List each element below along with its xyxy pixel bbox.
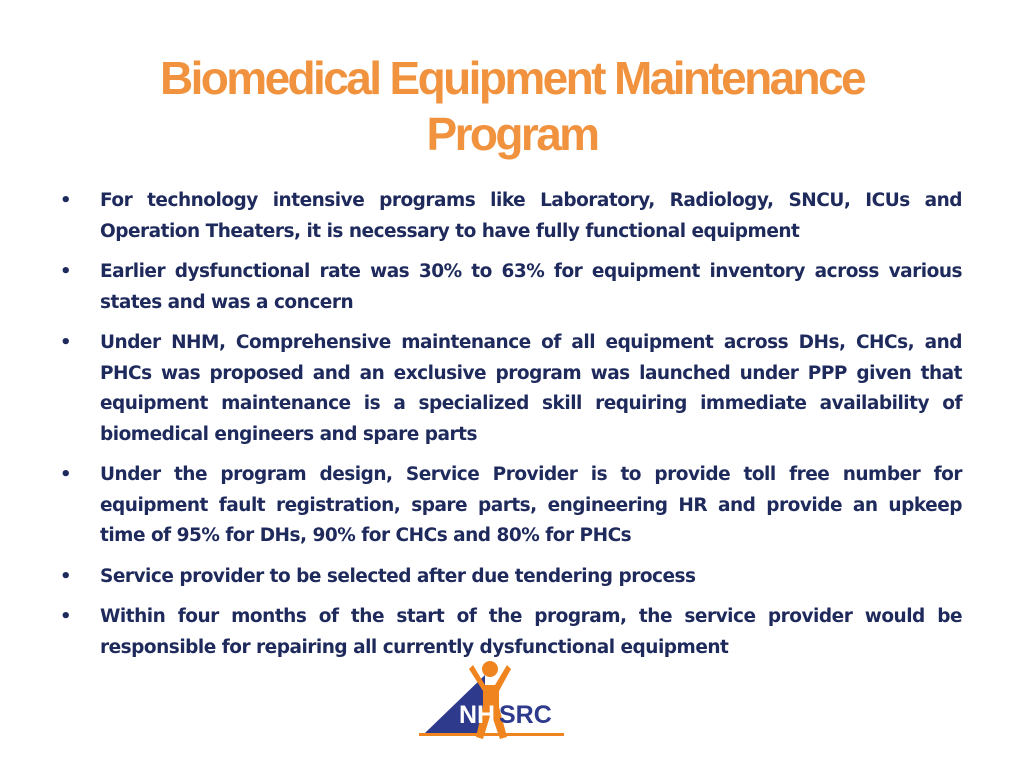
bullet-text: Earlier dysfunctional rate was 30% to 63% for equipment inventory across various states and was a concern [100, 261, 962, 313]
bullet-item [60, 602, 962, 663]
bullet-dot-icon: • [60, 261, 72, 282]
bullet-text: Service provider to be selected after due tendering process [100, 565, 696, 587]
bullet-text: Under NHM, Comprehensive maintenance of all equipment across DHs, CHCs, and PHCs was proposed and an exclusive program was launched under PPP given that equipment maintenance is a specialized skill requiring immediate availability of biomedical engineers and spare parts [100, 332, 962, 445]
slide-title-line-1: Biomedical Equipment Maintenance [159, 52, 865, 104]
bullet-item [60, 460, 962, 552]
bullet-item [60, 257, 962, 318]
slide-title-line-2: Program [426, 108, 598, 160]
bullet-dot-icon: • [60, 332, 72, 353]
slide-title [0, 50, 1024, 162]
bullet-text: For technology intensive programs like Laboratory, Radiology, SNCU, ICUs and Operation Theaters, it is necessary to have fully functional equipment [100, 190, 962, 242]
bullet-text: Within four months of the start of the program, the service provider would be responsible for repairing all currently dysfunctional equipment [100, 606, 962, 658]
bullet-dot-icon: • [60, 606, 72, 627]
logo-text-src: SRC [499, 701, 552, 729]
bullet-text: Under the program design, Service Provider is to provide toll free number for equipment fault registration, spare parts, engineering HR and provide an upkeep time of 95% for DHs, 90% for CHCs and 80% for PHCs [100, 464, 962, 546]
bullet-item [60, 328, 962, 450]
bullet-dot-icon: • [60, 464, 72, 485]
nhsrc-logo [415, 655, 570, 755]
logo-figure-head [482, 661, 498, 677]
bullet-list [60, 186, 962, 673]
logo-text-nh: NH [459, 701, 496, 729]
bullet-item [60, 186, 962, 247]
bullet-dot-icon: • [60, 190, 72, 211]
bullet-item [60, 562, 962, 593]
bullet-dot-icon: • [60, 565, 72, 587]
logo-underline [419, 733, 564, 736]
